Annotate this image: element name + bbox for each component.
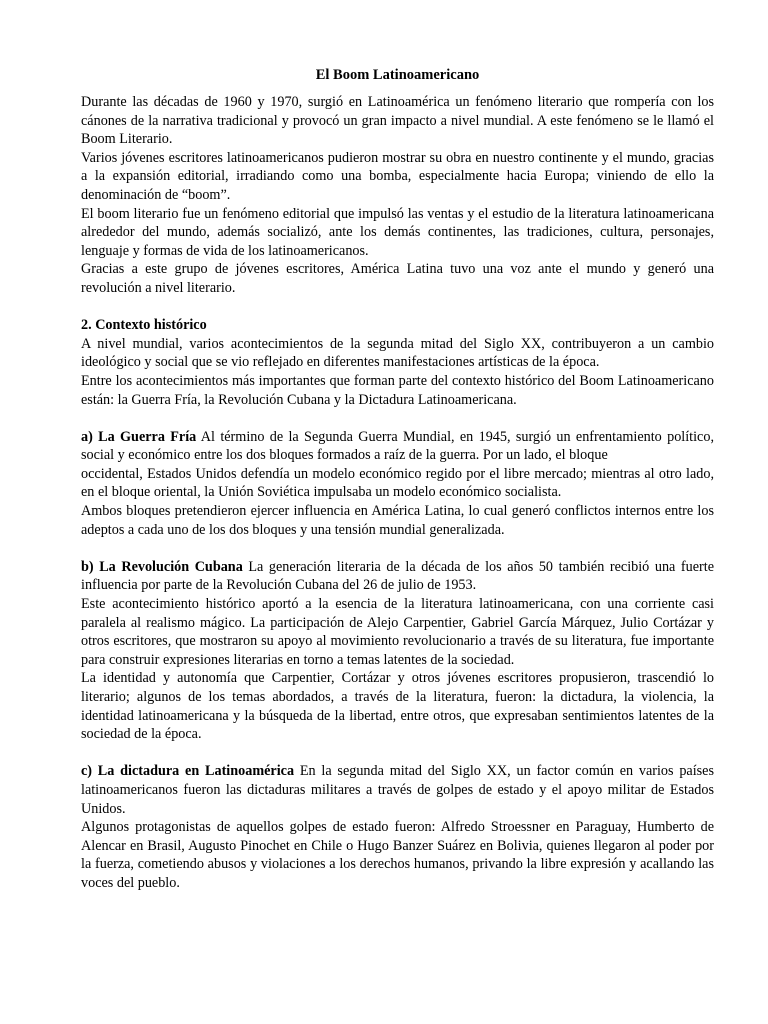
section-lead-text: En la segunda mitad del Siglo XX, un factor común en varios países latinoamericanos fueron las dictaduras militares a través de golpes de estado y el apoyo militar de Estados Unidos. bbox=[81, 763, 715, 817]
intro-paragraph: Durante las décadas de 1960 y 1970, surgió en Latinoamérica un fenómeno literario que rompería con los cánones de la narrativa tradicional y provocó un gran impacto a nivel mundial. A este fenómeno se le llamó el Boom Literario. bbox=[81, 94, 714, 148]
section-heading: b) La Revolución Cubana bbox=[81, 558, 243, 575]
section-lead-text: La generación literaria de la década de los años 50 también recibió una fuerte influencia por parte de la Revolución Cubana del 26 de julio de 1953. bbox=[81, 558, 714, 594]
intro-section bbox=[81, 93, 714, 298]
section-cuban-revolution bbox=[81, 558, 714, 744]
section-historical-context bbox=[81, 316, 714, 409]
spacer bbox=[81, 744, 714, 763]
section-paragraph: La identidad y autonomía que Carpentier, Cortázar y otros jóvenes escritores propusieron, trascendió lo literario; algunos de los temas abordados, a través de la literatura, fueron: la dictadura, la violencia, la identidad latinoamericana y la búsqueda de la libertad, entre otros, que expresaban sentimientos latentes de la sociedad de la época. bbox=[81, 670, 714, 743]
intro-paragraph: El boom literario fue un fenómeno editorial que impulsó las ventas y el estudio de la literatura latinoamericana alrededor del mundo, además socializó, ante los demás continentes, las tradiciones, cultura, personajes, lenguaje y formas de vida de los latinoamericanos. bbox=[81, 205, 714, 259]
section-paragraph: Entre los acontecimientos más importantes que forman parte del contexto histórico del Boom Latinoamericano están: la Guerra Fría, la Revolución Cubana y la Dictadura Latinoamericana. bbox=[81, 372, 714, 408]
spacer bbox=[81, 409, 714, 428]
section-paragraph: A nivel mundial, varios acontecimientos de la segunda mitad del Siglo XX, contribuyeron a un cambio ideológico y social que se vio reflejado en diferentes manifestaciones artísticas de la época. bbox=[81, 335, 714, 371]
section-lead-paragraph bbox=[81, 558, 714, 595]
section-dictatorship bbox=[81, 762, 714, 892]
intro-paragraph: Varios jóvenes escritores latinoamericanos pudieron mostrar su obra en nuestro continente y el mundo, gracias a la expansión editorial, irradiando como una bomba, especialmente hacia Europa; viniendo de ello la denominación de “boom”. bbox=[81, 149, 714, 203]
spacer bbox=[81, 298, 714, 317]
section-lead-paragraph bbox=[81, 762, 714, 818]
document-title: El Boom Latinoamericano bbox=[315, 67, 480, 83]
section-heading: c) La dictadura en Latinoamérica bbox=[81, 763, 295, 780]
section-heading: 2. Contexto histórico bbox=[81, 317, 207, 334]
section-lead-text: Al término de la Segunda Guerra Mundial, en 1945, surgió un enfrentamiento político, social y económico entre los dos bloques formados a raíz de la guerra. Por un lado, el bloque bbox=[81, 428, 714, 464]
section-paragraph: Ambos bloques pretendieron ejercer influencia en América Latina, lo cual generó conflictos internos entre los adeptos a cada uno de los dos bloques y una tensión mundial generalizada. bbox=[81, 503, 714, 538]
intro-paragraph: Gracias a este grupo de jóvenes escritores, América Latina tuvo una voz ante el mundo y generó una revolución a nivel literario. bbox=[81, 261, 714, 296]
section-heading: a) La Guerra Fría bbox=[81, 428, 197, 445]
section-paragraph: occidental, Estados Unidos defendía un modelo económico regido por el libre mercado; mientras al otro lado, en el bloque oriental, la Unión Soviética impulsaba un modelo económico socialista. bbox=[81, 465, 714, 501]
section-lead-paragraph bbox=[81, 428, 714, 465]
spacer bbox=[81, 539, 714, 558]
section-paragraph: Este acontecimiento histórico aportó a la esencia de la literatura latinoamericana, con una corriente casi paralela al realismo mágico. La participación de Alejo Carpentier, Gabriel García Márquez, Julio Cortázar y otros escritores, que mostraron su apoyo al movimiento revolucionario a través de su literatura, fue importante para construir expresiones literarias en torno a temas latentes de la sociedad. bbox=[81, 596, 714, 668]
section-paragraph: Algunos protagonistas de aquellos golpes de estado fueron: Alfredo Stroessner en Paraguay, Humberto de Alencar en Brasil, Augusto Pinochet en Chile o Hugo Banzer Suárez en Bolivia, quienes llegaron al poder por la fuerza, cometiendo abusos y violaciones a los derechos humanos, privando la libre expresión y acallando las voces del pueblo. bbox=[81, 819, 714, 891]
section-cold-war bbox=[81, 428, 714, 540]
